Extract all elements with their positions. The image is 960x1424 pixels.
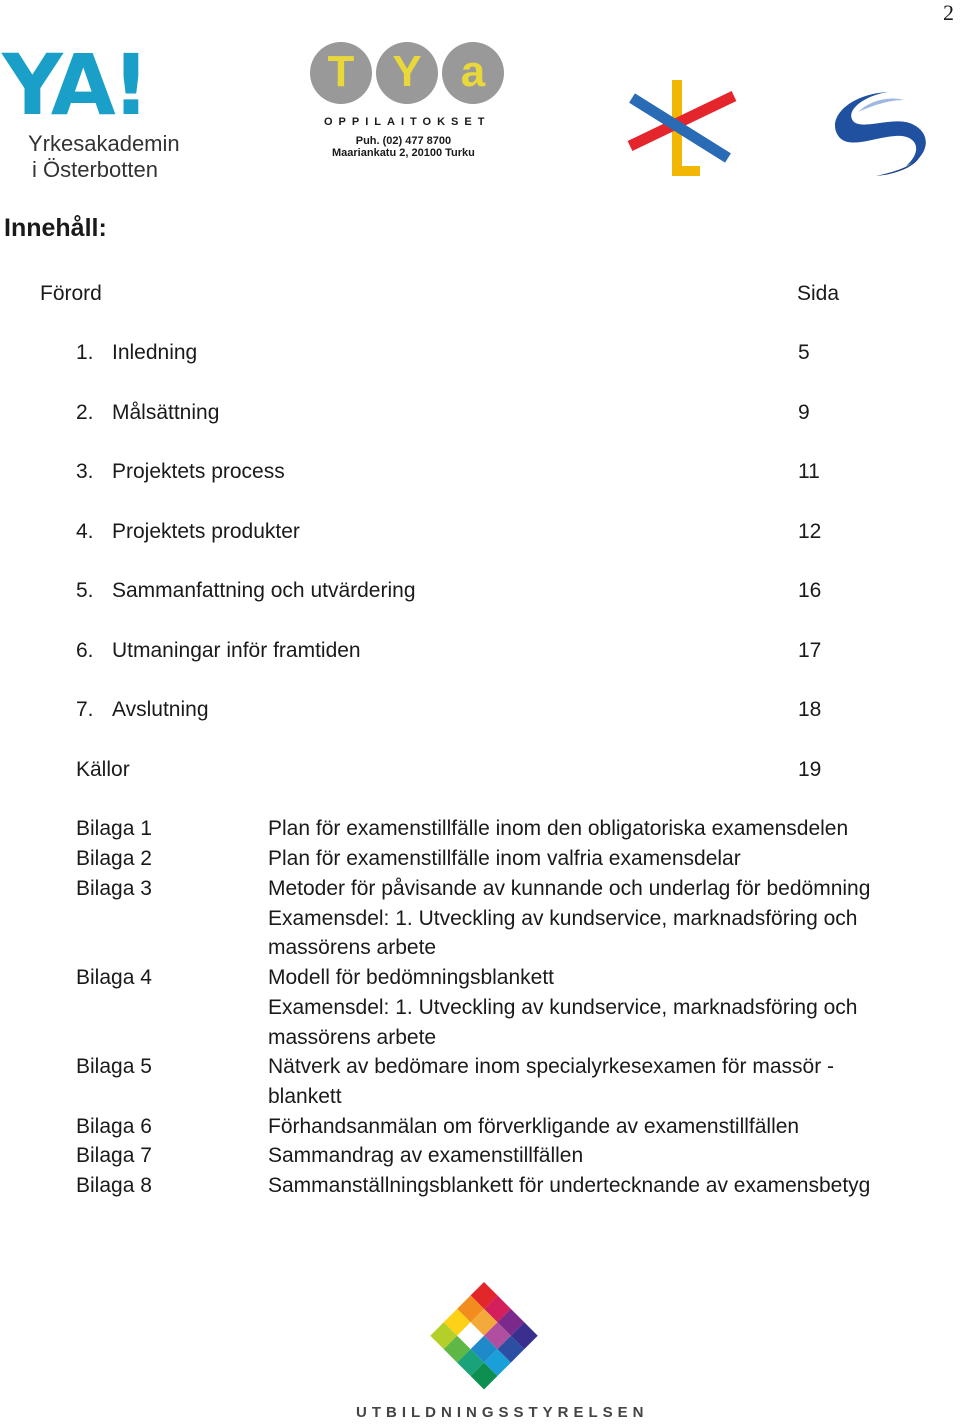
tya-logo xyxy=(308,42,508,167)
toc-chapter-page: 11 xyxy=(798,460,820,483)
toc-chapter-title: Sammanfattning och utvärdering xyxy=(112,579,416,602)
tya-phone: Puh. (02) 477 8700 xyxy=(355,135,452,147)
toc-chapter-title: Utmaningar inför framtiden xyxy=(112,639,361,662)
appendix-description-line: Examensdel: 1. Utveckling av kundservice, marknadsföring och xyxy=(268,907,858,930)
appendix-label: Bilaga 7 xyxy=(76,1144,152,1167)
appendix-label: Bilaga 3 xyxy=(76,877,152,900)
ya-logo-mark: YA! xyxy=(2,36,147,134)
toc-chapter-page: 16 xyxy=(798,579,822,602)
toc-chapter-number: 2. xyxy=(76,401,94,424)
toc-chapter-page: 17 xyxy=(798,639,822,662)
toc-chapter-page: 18 xyxy=(798,698,822,721)
ya-logo-line2: i Österbotten xyxy=(32,157,158,182)
appendix-description: Plan för examenstillfälle inom valfria examensdelar xyxy=(268,847,741,870)
toc-chapter-page: 9 xyxy=(798,401,810,424)
toc-page-header: Sida xyxy=(797,282,840,305)
tya-logo-contact xyxy=(332,135,475,159)
toc-chapter-page: 5 xyxy=(798,341,810,364)
toc-sources-page: 19 xyxy=(798,758,822,781)
toc-chapter-number: 1. xyxy=(76,341,94,364)
toc-sources-title: Källor xyxy=(76,758,130,781)
appendix-description-line: blankett xyxy=(268,1085,342,1108)
colored-diamond-mosaic-icon xyxy=(426,1280,542,1396)
page-number: 2 xyxy=(943,0,954,25)
toc-chapter-title: Inledning xyxy=(112,341,198,364)
toc-heading: Innehåll: xyxy=(4,214,107,242)
tya-letter-t: T xyxy=(310,42,372,104)
appendix-label: Bilaga 5 xyxy=(76,1055,152,1078)
blue-swirl-logo-icon xyxy=(818,86,932,182)
appendix-description: Sammandrag av examenstillfällen xyxy=(268,1144,584,1167)
ya-logo-line1: Yrkesakademin xyxy=(28,131,180,156)
appendix-label: Bilaga 1 xyxy=(76,817,152,840)
appendix-description: Nätverk av bedömare inom specialyrkesexamen för massör - xyxy=(268,1055,835,1078)
toc-chapter-number: 6. xyxy=(76,639,94,662)
appendix-description-line: massörens arbete xyxy=(268,1026,437,1049)
toc-chapter-number: 4. xyxy=(76,520,94,543)
toc-chapter-title: Avslutning xyxy=(112,698,209,721)
red-blue-yellow-cross-logo-icon xyxy=(624,74,740,182)
yrkesakademin-logo xyxy=(2,36,182,185)
toc-chapter-number: 7. xyxy=(76,698,94,721)
appendix-description: Metoder för påvisande av kunnande och underlag för bedömning xyxy=(268,877,871,900)
toc-chapter-number: 3. xyxy=(76,460,94,483)
tya-address: Maariankatu 2, 20100 Turku xyxy=(332,147,475,159)
toc-chapter-number: 5. xyxy=(76,579,94,602)
appendix-label: Bilaga 4 xyxy=(76,966,152,989)
toc-chapter-page: 12 xyxy=(798,520,822,543)
toc-chapter-title: Projektets process xyxy=(112,460,285,483)
appendix-description-line: Examensdel: 1. Utveckling av kundservice, marknadsföring och xyxy=(268,996,858,1019)
appendix-description: Modell för bedömningsblankett xyxy=(268,966,555,989)
toc-chapter-title: Målsättning xyxy=(112,401,220,424)
appendix-label: Bilaga 6 xyxy=(76,1115,152,1138)
tya-letter-a: a xyxy=(442,42,504,104)
tya-letter-y: Y xyxy=(376,42,438,104)
appendix-description: Förhandsanmälan om förverkligande av examenstillfällen xyxy=(268,1115,800,1138)
appendix-description: Sammanställningsblankett för undertecknande av examensbetyg xyxy=(268,1174,871,1197)
toc-chapter-title: Projektets produkter xyxy=(112,520,300,543)
appendix-label: Bilaga 8 xyxy=(76,1174,152,1197)
tya-logo-oppilaitokset: OPPILAITOKSET xyxy=(324,116,491,128)
appendix-description-line: massörens arbete xyxy=(268,936,437,959)
toc-foreword: Förord xyxy=(40,282,102,305)
utbildningsstyrelsen-wordmark: UTBILDNINGSSTYRELSEN xyxy=(356,1404,649,1421)
appendix-description: Plan för examenstillfälle inom den obligatoriska examensdelen xyxy=(268,817,849,840)
appendix-label: Bilaga 2 xyxy=(76,847,152,870)
